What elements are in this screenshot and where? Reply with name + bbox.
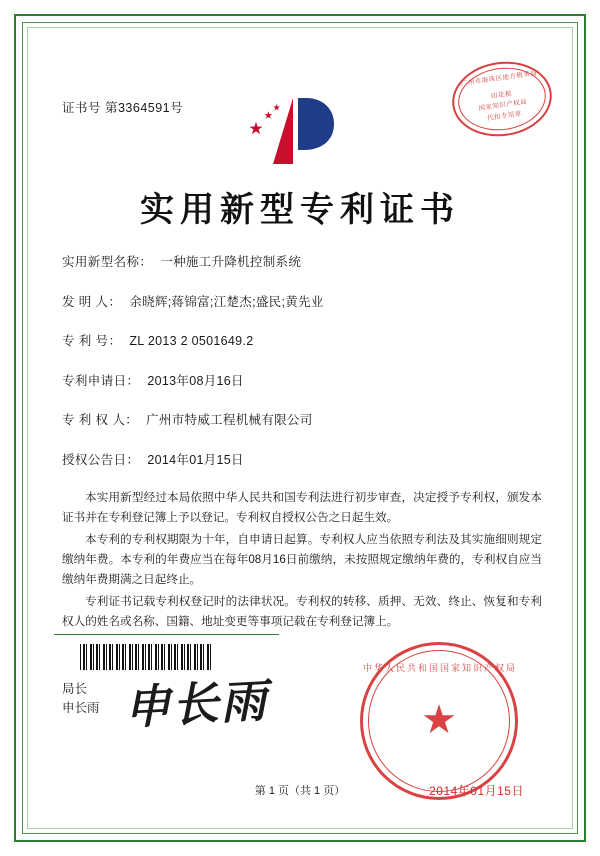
official-stamp-date: 2014年01月15日 — [429, 784, 524, 798]
field-label: 专利申请日： — [62, 373, 140, 388]
tax-stamp-oval — [447, 55, 556, 142]
field-label: 专 利 权 人： — [62, 413, 139, 427]
field-value-patent-number: ZL 2013 2 0501649.2 — [129, 334, 254, 348]
field-label: 专 利 号： — [62, 334, 122, 348]
field-row-inventors — [62, 292, 542, 310]
field-value-inventors: 余晓辉;蒋锦富;江楚杰;盛民;黄先业 — [129, 294, 324, 309]
field-row-patentee — [62, 410, 542, 428]
certificate-number: 证书号 第3364591号 — [62, 101, 184, 115]
official-stamp-agency-name: 中华人民共和国国家知识产权局 — [363, 663, 518, 673]
official-round-stamp — [360, 642, 518, 800]
field-label: 发 明 人： — [62, 294, 122, 309]
legal-body-text — [62, 488, 542, 634]
field-label: 实用新型名称： — [62, 255, 153, 269]
field-value-utility-model-name: 一种施工升降机控制系统 — [160, 255, 302, 269]
field-value-patentee: 广州市特威工程机械有限公司 — [146, 413, 313, 427]
tax-stamp-line-3: 国家知识产权局 — [478, 98, 528, 113]
field-value-application-date: 2013年08月16日 — [147, 373, 244, 388]
field-row-utility-model-name — [62, 252, 542, 270]
certificate-content — [40, 40, 560, 816]
barcode — [80, 644, 212, 670]
field-row-patent-number — [62, 331, 542, 349]
tax-stamp-line-1: 广州市海珠区地方税务局 — [460, 69, 538, 88]
field-row-application-date — [62, 371, 542, 389]
director-title-label: 局长 — [62, 682, 88, 696]
legal-paragraph-3: 专利证书记载专利权登记时的法律状况。专利权的转移、质押、无效、终止、恢复和专利权人的姓名或名称、国籍、地址变更等事项记载在专利登记簿上。 — [62, 595, 542, 628]
signature-block — [62, 680, 100, 718]
page-footer: 第 1 页（共 1 页） — [254, 785, 346, 797]
legal-paragraph-2: 本专利的专利权期限为十年，自申请日起算。专利权人应当依照专利法及其实施细则规定缴纳年费。本专利的年费应当在每年08月16日前缴纳，未按照规定缴纳年费的，专利权自应当缴纳年费期满之日起终止。 — [62, 533, 542, 586]
tax-stamp-line-4: 代扣专用章 — [486, 110, 523, 123]
field-label: 授权公告日： — [62, 452, 140, 467]
fields-list — [62, 252, 542, 489]
star-icon: ★ — [421, 698, 457, 743]
handwritten-signature: 申长雨 — [122, 673, 270, 735]
field-row-grant-announcement-date — [62, 450, 542, 468]
separator-line — [54, 634, 279, 635]
cnipa-logo-icon — [246, 92, 354, 168]
field-value-grant-announcement-date: 2014年01月15日 — [147, 452, 244, 467]
page-title: 实用新型专利证书 — [140, 190, 460, 230]
tax-stamp-line-2: 印花税 — [490, 90, 513, 101]
legal-paragraph-1: 本实用新型经过本局依照中华人民共和国专利法进行初步审查，决定授予专利权，颁发本证书并在专利登记簿上予以登记。专利权自授权公告之日起生效。 — [62, 491, 542, 524]
director-name-label: 申长雨 — [62, 701, 100, 715]
